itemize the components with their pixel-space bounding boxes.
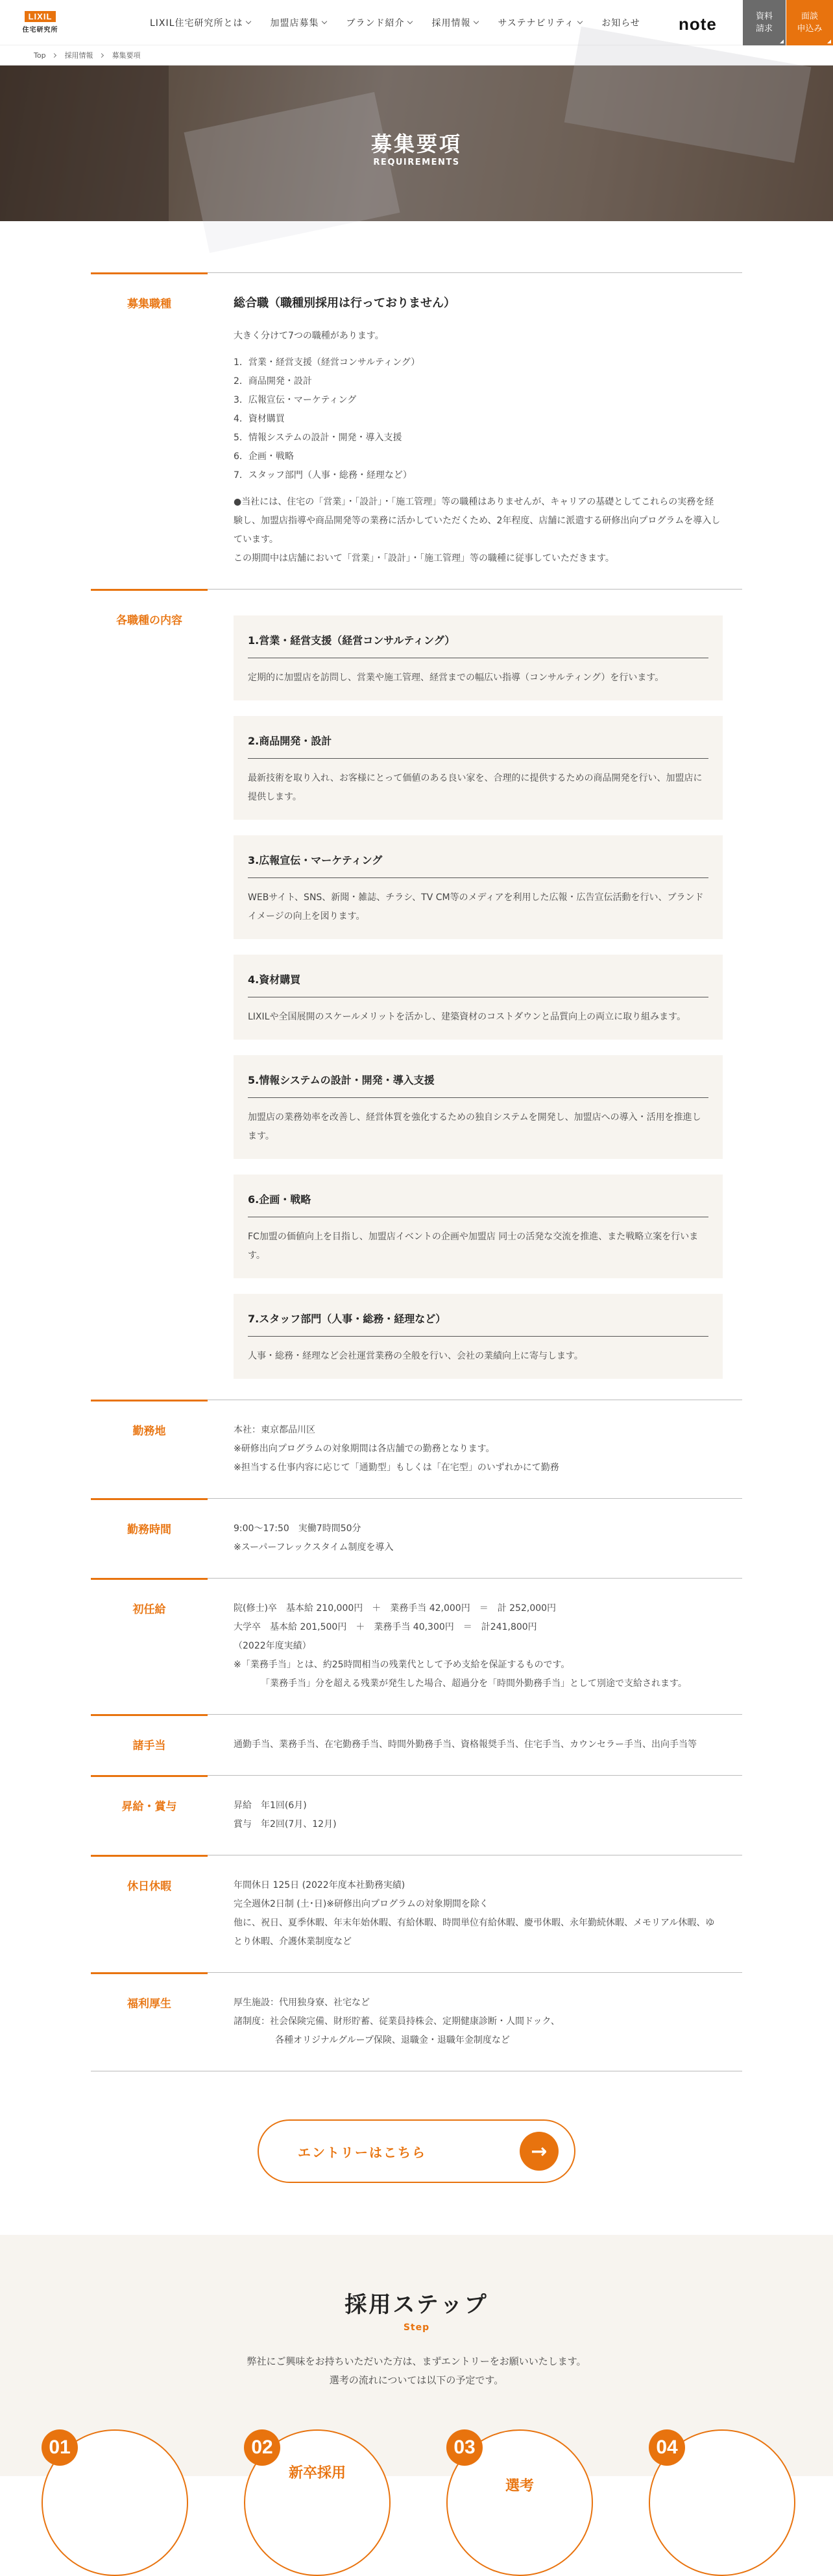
breadcrumb-current: 募集要項 <box>112 51 141 60</box>
step-label: 選考 <box>505 2478 534 2494</box>
location-line: ※担当する仕事内容に応じて「通勤型」もしくは「在宅型」のいずれかにて勤務 <box>234 1462 559 1473</box>
location-line: 本社：東京都品川区 <box>234 1425 315 1435</box>
row-content <box>208 1579 742 1714</box>
corner-arrow-icon <box>780 40 784 43</box>
chevron-right-icon <box>52 53 56 57</box>
nav-label: 加盟店募集 <box>270 18 319 29</box>
step-label: 新卒採用 <box>288 2465 346 2481</box>
note-logo[interactable]: note <box>679 14 717 34</box>
row-content <box>208 273 742 589</box>
row-holidays <box>91 1855 742 1972</box>
row-label: 休日休暇 <box>91 1855 208 1972</box>
row-label: 勤務地 <box>91 1400 208 1498</box>
raise-line: 昇給 年1回(6月) <box>234 1800 307 1811</box>
job-detail-desc: 加盟店の業務効率を改善し、経営体質を強化するための独自システムを開発し、加盟店への導入・活用を推進します。 <box>248 1112 701 1141</box>
page-title: 募集要項 <box>370 132 462 156</box>
steps-text-line: 弊社にご興味をお持ちいただいた方は、まずエントリーをお願いいたします。 <box>247 2355 586 2367</box>
job-detail-desc: WEBサイト、SNS、新聞・雑誌、チラシ、TV CM等のメディアを利用した広報・広告宣伝活動を行い、ブランドイメージの向上を図ります。 <box>248 892 704 922</box>
row-salary <box>91 1578 742 1714</box>
row-welfare <box>91 1972 742 2071</box>
row-label: 福利厚生 <box>91 1973 208 2071</box>
job-detail-desc: LIXILや全国展開のスケールメリットを活かし、建築資材のコストダウンと品質向上の両立に取り組みます。 <box>248 1012 686 1022</box>
row-label: 初任給 <box>91 1579 208 1714</box>
row-job-details <box>91 589 742 1400</box>
chevron-down-icon <box>407 18 413 23</box>
salary-line: 「業務手当」分を超える残業が発生した場合、超過分を「時間外勤務手当」として別途で支給されます。 <box>261 1678 687 1689</box>
list-item: 3．広報宣伝・マーケティング <box>234 395 357 405</box>
holidays-line: 完全週休2日制 (土･日)※研修出向プログラムの対象期間を除く <box>234 1899 489 1909</box>
job-detail-title: 1.営業・経営支援（経営コンサルティング） <box>248 631 708 658</box>
apply-label-1: ⁠面談 <box>801 12 818 21</box>
steps-text-line: 選考の流れについては以下の予定です。 <box>329 2374 504 2386</box>
step-list <box>42 2429 794 2559</box>
row-content <box>208 1715 742 1775</box>
requirements-table <box>91 272 742 2071</box>
steps-subtitle: Step <box>403 2322 430 2333</box>
site-header <box>0 0 833 45</box>
row-label: 勤務時間 <box>91 1499 208 1578</box>
chevron-down-icon <box>474 18 479 23</box>
welfare-line: 厚生施設：代用独身寮、社宅など <box>234 1998 370 2008</box>
row-label: 昇給・賞与 <box>91 1776 208 1855</box>
chevron-down-icon <box>246 18 251 23</box>
row-content <box>208 1499 742 1578</box>
step-number: 04 <box>649 2429 685 2466</box>
row-raise <box>91 1775 742 1855</box>
location-line: ※研修出向プログラムの対象期間は各店舗での勤務となります。 <box>234 1444 495 1454</box>
breadcrumb-recruit[interactable]: 採用情報 <box>64 51 93 60</box>
nav-item-brand[interactable] <box>336 0 422 45</box>
site-logo[interactable] <box>17 11 64 34</box>
job-detail-box <box>234 1055 723 1159</box>
raise-line: 賞与 年2回(7月、12月) <box>234 1819 337 1830</box>
salary-line: ※「業務手当」とは、約25時間相当の残業代として予め支給を保証するものです。 <box>234 1660 570 1670</box>
list-item: 4．資材購買 <box>234 414 285 424</box>
breadcrumb-top[interactable]: Top <box>34 51 46 60</box>
job-detail-box <box>234 615 723 700</box>
allowances-text: 通勤手当、業務手当、在宅勤務手当、時間外勤務手当、資格報奨手当、住宅手当、カウンセラー手当、出向手当等 <box>234 1739 697 1750</box>
nav-label: ブランド紹介 <box>346 18 405 29</box>
job-detail-title: 3.広報宣伝・マーケティング <box>248 851 708 878</box>
entry-label: エントリーはこちら <box>298 2144 426 2160</box>
list-item: 6．企画・戦略 <box>234 451 294 462</box>
row-hours <box>91 1498 742 1578</box>
list-item: 1．営業・経営支援（経営コンサルティング） <box>234 357 420 368</box>
nav-item-franchise[interactable] <box>260 0 336 45</box>
row-content <box>208 1973 742 2071</box>
corner-arrow-icon <box>827 40 831 43</box>
row-content <box>208 1776 742 1855</box>
job-type-intro: 大きく分けて7つの職種があります。 <box>234 331 384 341</box>
job-detail-title: 5.情報システムの設計・開発・導入支援 <box>248 1071 708 1098</box>
chevron-down-icon <box>322 18 327 23</box>
logo-mark: LIXIL <box>25 11 56 22</box>
nav-label: サステナビリティ <box>498 18 575 29</box>
list-item: 7．スタッフ部門（人事・総務・経理など） <box>234 470 412 481</box>
global-nav <box>140 0 650 45</box>
step-number: 03 <box>446 2429 483 2466</box>
page-subtitle: REQUIREMENTS <box>373 158 460 167</box>
job-detail-box <box>234 716 723 820</box>
nav-label: LIXIL住宅研究所とは <box>150 18 243 29</box>
arrow-right-icon: → <box>520 2132 559 2171</box>
row-content <box>208 590 742 1400</box>
job-detail-desc: 定期的に加盟店を訪問し、営業や施工管理、経営までの幅広い指導（コンサルティング）を行います。 <box>248 673 664 683</box>
nav-item-sustainability[interactable] <box>488 0 592 45</box>
apply-label-2: 申込み <box>797 24 823 34</box>
entry-button[interactable] <box>258 2119 575 2183</box>
row-label: 各職種の内容 <box>91 590 208 1400</box>
welfare-line: 諸制度：社会保険完備、財形貯蓄、従業員持株会、定期健康診断・人間ドック、 <box>234 2016 560 2027</box>
docs-label-2: 請求 <box>755 24 773 34</box>
row-allowances <box>91 1714 742 1775</box>
step-number: 01 <box>42 2429 78 2466</box>
job-type-note: ●当社には、住宅の「営業」・「設計」・「施工管理」等の職種はありませんが、キャリアの基礎としてこれらの実務を経験し、加盟店指導や商品開発等の業務に活かしていただくため、2年程度、店舗に派遣する研修出向プログラムを導入しています。 <box>234 497 721 545</box>
job-type-lead: 総合職（職種別採用は行っておりません） <box>234 296 455 310</box>
job-detail-title: 7.スタッフ部門（人事・総務・経理など） <box>248 1309 708 1337</box>
salary-line: （2022年度実績） <box>234 1641 311 1651</box>
job-detail-desc: 最新技術を取り入れ、お客様にとって価値のある良い家を、合理的に提供するための商品開発を行い、加盟店に提供します。 <box>248 773 703 802</box>
job-detail-box <box>234 1294 723 1379</box>
hero-banner <box>0 66 833 221</box>
hours-line: 9:00～17:50 実働7時間50分 <box>234 1523 361 1534</box>
row-label: 募集職種 <box>91 273 208 589</box>
holidays-line: 他に、祝日、夏季休暇、年末年始休暇、有給休暇、時間単位有給休暇、慶弔休暇、永年勤続休暇、メモリアル休暇、ゆとり休暇、介護休業制度など <box>234 1918 715 1947</box>
row-location <box>91 1400 742 1498</box>
job-detail-box <box>234 955 723 1040</box>
row-job-type <box>91 272 742 589</box>
entry-section <box>0 2119 833 2183</box>
steps-text <box>0 2352 833 2390</box>
job-type-note: この期間中は店舗において「営業」・「設計」・「施工管理」等の職種に従事していただきます。 <box>234 553 614 564</box>
docs-label-1: 資料 <box>755 12 773 21</box>
logo-sub: 住宅研究所 <box>22 27 58 34</box>
row-content <box>208 1400 742 1498</box>
nav-item-recruit[interactable] <box>422 0 488 45</box>
list-item: 2．商品開発・設計 <box>234 376 312 387</box>
chevron-down-icon <box>577 18 583 23</box>
recruit-steps-section <box>0 2235 833 2494</box>
nav-label: お知らせ <box>601 18 640 29</box>
salary-line: 大学卒 基本給 201,500円 ＋ 業務手当 40,300円 ＝ 計241,800円 <box>234 1622 537 1632</box>
holidays-line: 年間休日 125日 (2022年度本社勤務実績) <box>234 1880 405 1890</box>
steps-title: 採用ステップ <box>344 2292 489 2318</box>
hours-line: ※スーパーフレックスタイム制度を導入 <box>234 1542 394 1553</box>
row-label: 諸手当 <box>91 1715 208 1775</box>
job-detail-box <box>234 1175 723 1278</box>
welfare-line: 各種オリジナルグループ保険、退職金・退職年金制度など <box>275 2035 510 2045</box>
job-detail-box <box>234 835 723 939</box>
job-detail-title: 4.資材購買 <box>248 970 708 997</box>
salary-line: 院(修士)卒 基本給 210,000円 ＋ 業務手当 42,000円 ＝ 計 252,000円 <box>234 1603 557 1614</box>
nav-label: 採用情報 <box>431 18 471 29</box>
interview-apply-button[interactable] <box>786 0 833 45</box>
step-number: 02 <box>244 2429 280 2466</box>
job-detail-title: 2.商品開発・設計 <box>248 732 708 759</box>
list-item: 5．情報システムの設計・開発・導入支援 <box>234 433 402 443</box>
job-detail-desc: FC加盟の価値向上を目指し、加盟店イベントの企画や加盟店 同士の活発な交流を推進、また戦略立案を行います。 <box>248 1232 699 1261</box>
job-detail-desc: 人事・総務・経理など会社運営業務の全般を行い、会社の業績向上に寄与します。 <box>248 1351 583 1361</box>
request-docs-button[interactable] <box>743 0 786 45</box>
row-content <box>208 1855 742 1972</box>
nav-item-about[interactable] <box>140 0 260 45</box>
chevron-right-icon <box>99 53 104 57</box>
job-detail-title: 6.企画・戦略 <box>248 1190 708 1217</box>
